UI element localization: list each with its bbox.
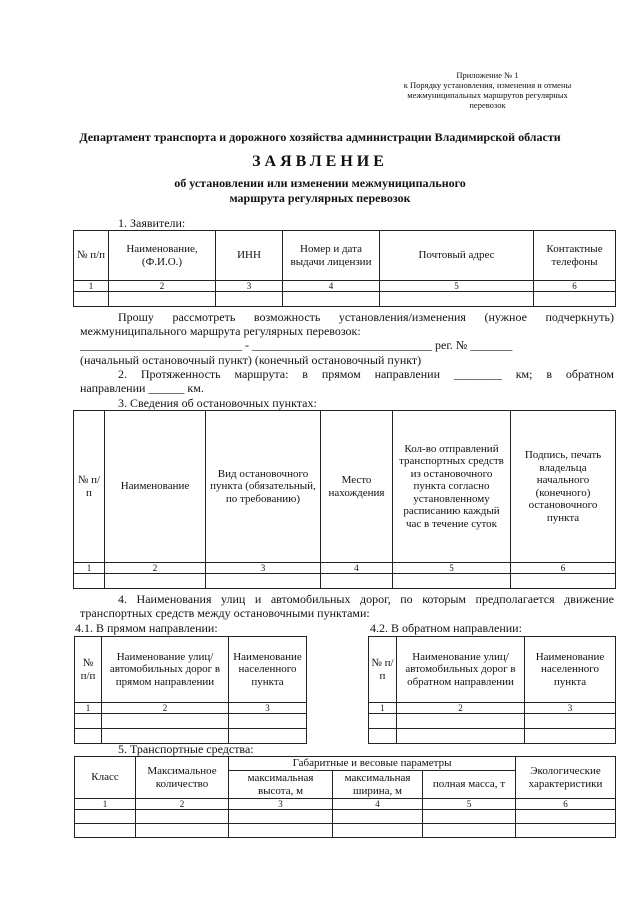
number-cell: 3 [229, 703, 307, 714]
input-cell[interactable] [283, 292, 380, 307]
number-cell: 5 [393, 563, 511, 574]
header-cell: Наименование улиц/автомобильных дорог в прямом направлении [102, 637, 229, 703]
annex-line: перевозок [469, 100, 506, 110]
input-cell[interactable] [229, 810, 333, 824]
header-cell: Наименование улиц/автомобильных дорог в обратном направлении [397, 637, 525, 703]
department-name: Департамент транспорта и дорожного хозяйства администрации Владимирской области [79, 130, 561, 144]
input-cell[interactable] [369, 714, 397, 729]
number-cell: 1 [369, 703, 397, 714]
header-cell: Подпись, печать владельца начального (конечного) остановочного пункта [511, 411, 616, 563]
input-cell[interactable] [333, 824, 423, 838]
reverse-streets-table [368, 636, 616, 744]
number-cell: 4 [333, 799, 423, 810]
header-cell: Вид остановочного пункта (обязательный, по требованию) [206, 411, 321, 563]
table-row [75, 824, 616, 838]
input-cell[interactable] [369, 729, 397, 744]
annex-line: межмуниципальных маршрутов регулярных [407, 90, 568, 100]
header-cell: максимальная высота, м [229, 771, 333, 799]
annex-note [380, 70, 595, 110]
route-length-text: 2. Протяженность маршрута: в прямом направлении ________ км; в обратном [118, 367, 614, 381]
number-cell: 1 [74, 563, 105, 574]
vehicles-table [74, 756, 616, 838]
request-text: Прошу рассмотреть возможность установления/изменения (нужное подчеркнуть) [118, 310, 614, 324]
input-cell[interactable] [75, 714, 102, 729]
input-cell[interactable] [423, 810, 516, 824]
header-cell: Наименование населенного пункта [525, 637, 616, 703]
input-cell[interactable] [511, 574, 616, 589]
input-cell[interactable] [75, 824, 136, 838]
header-cell: Место нахождения [321, 411, 393, 563]
header-cell: № п/п [75, 637, 102, 703]
number-cell: 4 [321, 563, 393, 574]
table-row [74, 574, 616, 589]
input-cell[interactable] [534, 292, 616, 307]
number-cell: 2 [397, 703, 525, 714]
input-cell[interactable] [397, 729, 525, 744]
input-cell[interactable] [74, 292, 109, 307]
header-cell: Экологические характеристики [516, 757, 616, 799]
number-cell: 3 [229, 799, 333, 810]
header-cell: максимальная ширина, м [333, 771, 423, 799]
reverse-heading: 4.2. В обратном направлении: [370, 621, 522, 635]
section1-heading: 1. Заявители: [118, 216, 186, 230]
annex-line: Приложение № 1 [456, 70, 519, 80]
route-length-text: направлении ______ км. [80, 381, 204, 395]
number-cell: 2 [102, 703, 229, 714]
annex-line: к Порядку установления, изменения и отмены [403, 80, 572, 90]
number-cell: 1 [75, 799, 136, 810]
input-cell[interactable] [105, 574, 206, 589]
route-endpoints-caption: (начальный остановочный пункт) (конечный остановочный пункт) [80, 353, 422, 367]
number-cell: 2 [105, 563, 206, 574]
input-cell[interactable] [525, 714, 616, 729]
header-cell: № п/п [74, 411, 105, 563]
subtitle-line: об установлении или изменении межмуниципального [174, 176, 466, 190]
section4-text: 4. Наименования улиц и автомобильных дорог, по которым предполагается движение [118, 592, 614, 606]
header-cell: Контактные телефоны [534, 231, 616, 281]
table-row [75, 810, 616, 824]
input-cell[interactable] [229, 714, 307, 729]
header-cell: № п/п [74, 231, 109, 281]
document-title: ЗАЯВЛЕНИЕ [252, 153, 388, 170]
number-cell: 6 [511, 563, 616, 574]
input-cell[interactable] [75, 729, 102, 744]
input-cell[interactable] [136, 824, 229, 838]
applicants-table [73, 230, 616, 307]
stops-table [73, 410, 616, 589]
input-cell[interactable] [333, 810, 423, 824]
input-cell[interactable] [397, 714, 525, 729]
input-cell[interactable] [74, 574, 105, 589]
document-subtitle [0, 176, 640, 206]
table-row [75, 714, 307, 729]
input-cell[interactable] [321, 574, 393, 589]
table-row [369, 729, 616, 744]
number-cell: 1 [74, 281, 109, 292]
header-cell: ИНН [216, 231, 283, 281]
number-cell: 6 [534, 281, 616, 292]
table-row [74, 292, 616, 307]
section5-heading: 5. Транспортные средства: [118, 742, 254, 756]
input-cell[interactable] [136, 810, 229, 824]
header-cell: Кол-во отправлений транспортных средств из остановочного пункта согласно установленному расписанию каждый час в течение суток [393, 411, 511, 563]
route-endpoints-field[interactable]: ___________________________ - ______________________________ рег. № _______ [80, 338, 513, 352]
input-cell[interactable] [229, 824, 333, 838]
input-cell[interactable] [206, 574, 321, 589]
table-row [369, 714, 616, 729]
input-cell[interactable] [393, 574, 511, 589]
input-cell[interactable] [109, 292, 216, 307]
number-cell: 5 [380, 281, 534, 292]
input-cell[interactable] [380, 292, 534, 307]
input-cell[interactable] [102, 714, 229, 729]
header-cell: Наименование населенного пункта [229, 637, 307, 703]
number-cell: 2 [109, 281, 216, 292]
forward-heading: 4.1. В прямом направлении: [75, 621, 218, 635]
number-cell: 3 [525, 703, 616, 714]
header-cell: Максимальное количество [136, 757, 229, 799]
input-cell[interactable] [516, 810, 616, 824]
header-cell: № п/п [369, 637, 397, 703]
input-cell[interactable] [216, 292, 283, 307]
number-cell: 3 [206, 563, 321, 574]
section4-text: транспортных средств между остановочными пунктами: [80, 606, 370, 620]
number-cell: 6 [516, 799, 616, 810]
header-cell: Номер и дата выдачи лицензии [283, 231, 380, 281]
request-text: межмуниципального маршрута регулярных перевозок: [80, 324, 361, 338]
subtitle-line: маршрута регулярных перевозок [229, 191, 411, 205]
header-cell: Наименование, (Ф.И.О.) [109, 231, 216, 281]
header-cell: Почтовый адрес [380, 231, 534, 281]
number-cell: 1 [75, 703, 102, 714]
number-cell: 5 [423, 799, 516, 810]
input-cell[interactable] [516, 824, 616, 838]
input-cell[interactable] [423, 824, 516, 838]
section3-heading: 3. Сведения об остановочных пунктах: [118, 396, 317, 410]
forward-streets-table [74, 636, 307, 744]
header-cell: Наименование [105, 411, 206, 563]
header-cell: Габаритные и весовые параметры [229, 757, 516, 771]
header-cell: полная масса, т [423, 771, 516, 799]
input-cell[interactable] [75, 810, 136, 824]
number-cell: 4 [283, 281, 380, 292]
header-cell: Класс [75, 757, 136, 799]
number-cell: 3 [216, 281, 283, 292]
input-cell[interactable] [525, 729, 616, 744]
number-cell: 2 [136, 799, 229, 810]
